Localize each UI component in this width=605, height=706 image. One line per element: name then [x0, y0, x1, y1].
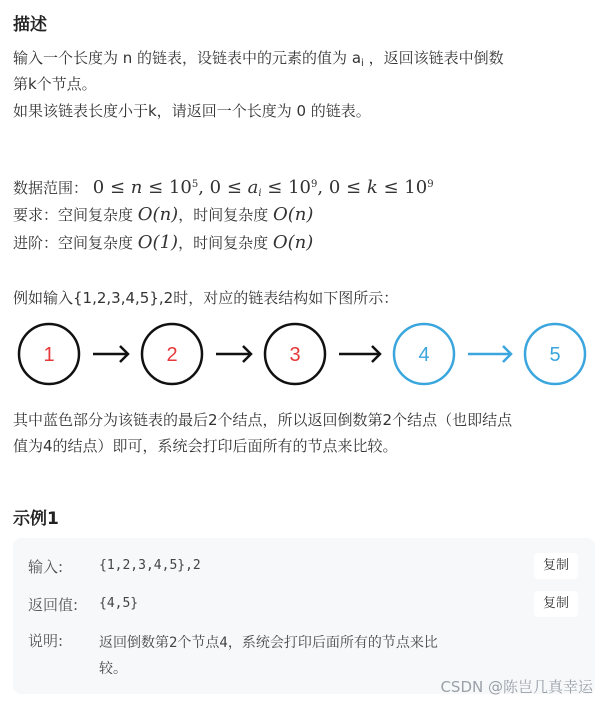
- example1-input-label: 输入:: [28, 558, 64, 576]
- copy-input-button[interactable]: 复制: [534, 553, 578, 579]
- description-line-3: 如果该链表长度小于k，请返回一个长度为 0 的链表。: [13, 102, 371, 120]
- example1-note-line-1: 返回倒数第2个节点4，系统会打印后面所有的节点来比: [99, 635, 438, 651]
- description-line-1: [13, 46, 504, 73]
- list-node-label-3: 3: [289, 344, 301, 366]
- description-line-1-a: 输入一个长度为 n 的链表，设链表中的元素的值为 a: [13, 49, 362, 67]
- description-line-2: 第k个节点。: [13, 75, 97, 93]
- advanced-space: O(1): [137, 232, 179, 253]
- data-range-line: [13, 176, 434, 203]
- explanation-line-1: 其中蓝色部分为该链表的最后2个结点，所以返回倒数第2个结点（也即结点: [13, 411, 513, 429]
- advanced-line: [13, 231, 313, 255]
- data-range-label: 数据范围：: [13, 179, 89, 197]
- csdn-watermark: CSDN @陈岂几真幸运: [440, 678, 593, 696]
- arrow-1-to-2: [93, 346, 128, 362]
- requirement-label: 要求：空间复杂度: [13, 206, 134, 224]
- arrow-2-to-3: [216, 346, 251, 362]
- arrow-3-to-4: [339, 346, 380, 362]
- example1-box: [13, 538, 595, 694]
- list-node-label-5: 5: [549, 344, 561, 366]
- example1-output-label: 返回值:: [28, 596, 79, 614]
- arrow-4-to-5: [468, 346, 511, 362]
- list-node-label-1: 1: [43, 344, 55, 366]
- advanced-mid: ，时间复杂度: [178, 234, 269, 252]
- example1-note-label: 说明:: [28, 632, 64, 650]
- description-line-1-b: ，返回该链表中倒数: [368, 49, 504, 67]
- description-line-1-sub: i: [361, 58, 364, 69]
- explanation-line-2: 值为4的结点）即可，系统会打印后面所有的节点来比较。: [13, 437, 398, 455]
- requirement-time: O(n): [273, 204, 314, 225]
- example1-input-value: {1,2,3,4,5},2: [99, 558, 201, 573]
- list-node-label-4: 4: [418, 344, 430, 366]
- linked-list-diagram: [12, 318, 602, 394]
- example1-output-value: {4,5}: [99, 596, 139, 611]
- advanced-time: O(n): [272, 232, 314, 253]
- requirement-space: O(n): [137, 204, 179, 225]
- example1-heading: 示例1: [13, 509, 59, 529]
- a-power: 9: [311, 179, 318, 190]
- example-intro: 例如输入{1,2,3,4,5},2时，对应的链表结构如下图所示：: [13, 289, 399, 307]
- requirement-line: [13, 203, 313, 227]
- k-power: 9: [427, 179, 434, 190]
- n-power: 5: [191, 179, 199, 190]
- list-node-label-2: 2: [166, 344, 178, 366]
- data-range-expression: $0 \le n \le 10^5$, 0 ≤ ai ≤ $10^9$, $0 \le k \le 10^9$: [92, 177, 434, 199]
- linked-list-svg: [12, 318, 602, 394]
- requirement-mid: ，时间复杂度: [178, 206, 269, 224]
- advanced-label: 进阶：空间复杂度: [13, 234, 134, 252]
- copy-output-button[interactable]: 复制: [534, 591, 578, 617]
- example1-note-line-2: 较。: [99, 661, 127, 677]
- description-heading: 描述: [13, 15, 47, 35]
